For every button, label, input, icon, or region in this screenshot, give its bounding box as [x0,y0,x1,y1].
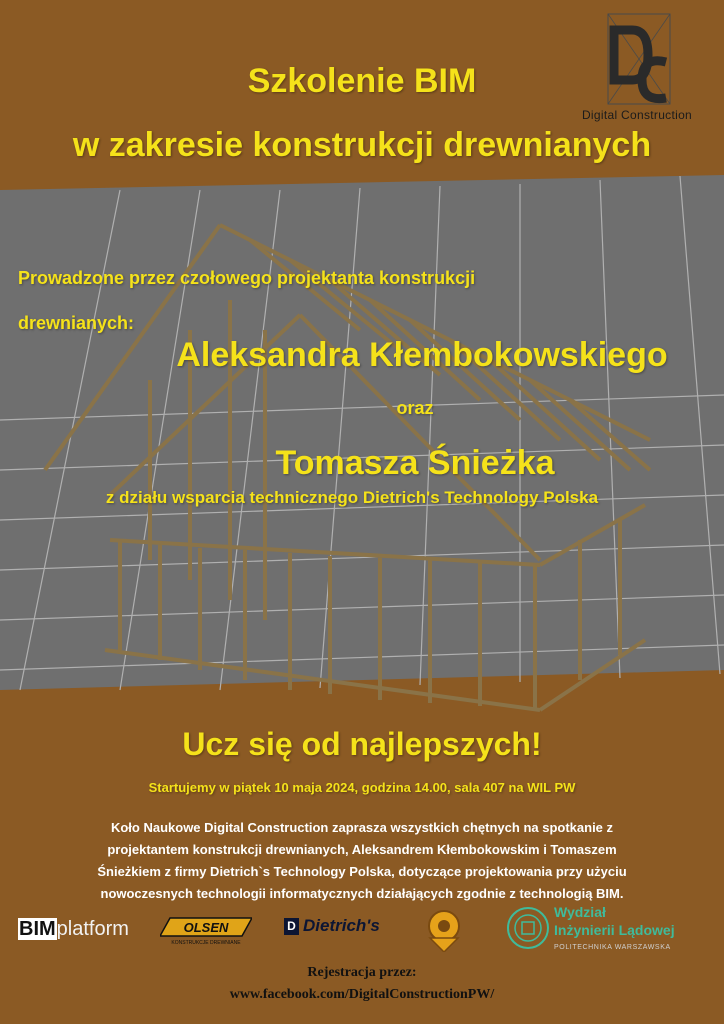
dietrichs-mark: D [284,918,299,935]
bimplatform-bold: BIM [19,918,56,940]
faculty-line-1: Wydział [554,904,606,920]
description-line: Śnieżkiem z firmy Dietrich`s Technology Polska, dotyczące projektowania przy użyciu [97,864,627,879]
speaker-department: z działu wsparcia technicznego Dietrich's Technology Polska [105,488,599,507]
university-emblem-icon [506,906,550,950]
bimplatform-rest: platform [56,918,129,940]
bimplatform-logo [18,918,129,941]
title-line-1: Szkolenie BIM [247,62,477,100]
background-band [0,175,724,690]
speaker-2-name: Tomasza Śnieżka [275,444,555,482]
speaker-1-name: Aleksandra Kłembokowskiego [176,336,668,374]
dietrichs-logo [284,916,380,936]
event-description [40,817,684,905]
slogan: Ucz się od najlepszych! [182,726,542,762]
olsen-name: OLSEN [183,920,229,935]
intro-line-1: Prowadzone przez czołowego projektanta konstrukcji [18,268,476,288]
speaker-connector: oraz [396,398,434,418]
gear-emblem-icon [416,908,472,952]
intro-line-2: drewnianych: [18,313,135,333]
faculty-line-2: Inżynierii Lądowej [554,922,675,938]
registration-link[interactable]: www.facebook.com/DigitalConstructionPW/ [229,987,495,1002]
title-line-2: w zakresie konstrukcji drewnianych [72,126,652,164]
dietrichs-name: Dietrich's [303,916,380,935]
sponsor-logos [0,904,724,956]
registration-label: Rejestracja przez: [307,965,417,980]
faculty-line-3: POLITECHNIKA WARSZAWSKA [554,944,671,951]
description-line: projektantem konstrukcji drewnianych, Aleksandrem Kłembokowskim i Tomaszem [107,842,617,857]
description-line: Koło Naukowe Digital Construction zaprasza wszystkich chętnych na spotkanie z [110,820,614,835]
description-line: nowoczesnych technologii informatycznych działających zgodnie z technologią BIM. [100,886,624,901]
olsen-subtitle: KONSTRUKCJE DREWNIANE [171,940,241,946]
brand-name: Digital Construction [581,108,693,122]
event-start-info: Startujemy w piątek 10 maja 2024, godzina 14.00, sala 407 na WIL PW [148,780,576,795]
olsen-logo [160,914,252,946]
